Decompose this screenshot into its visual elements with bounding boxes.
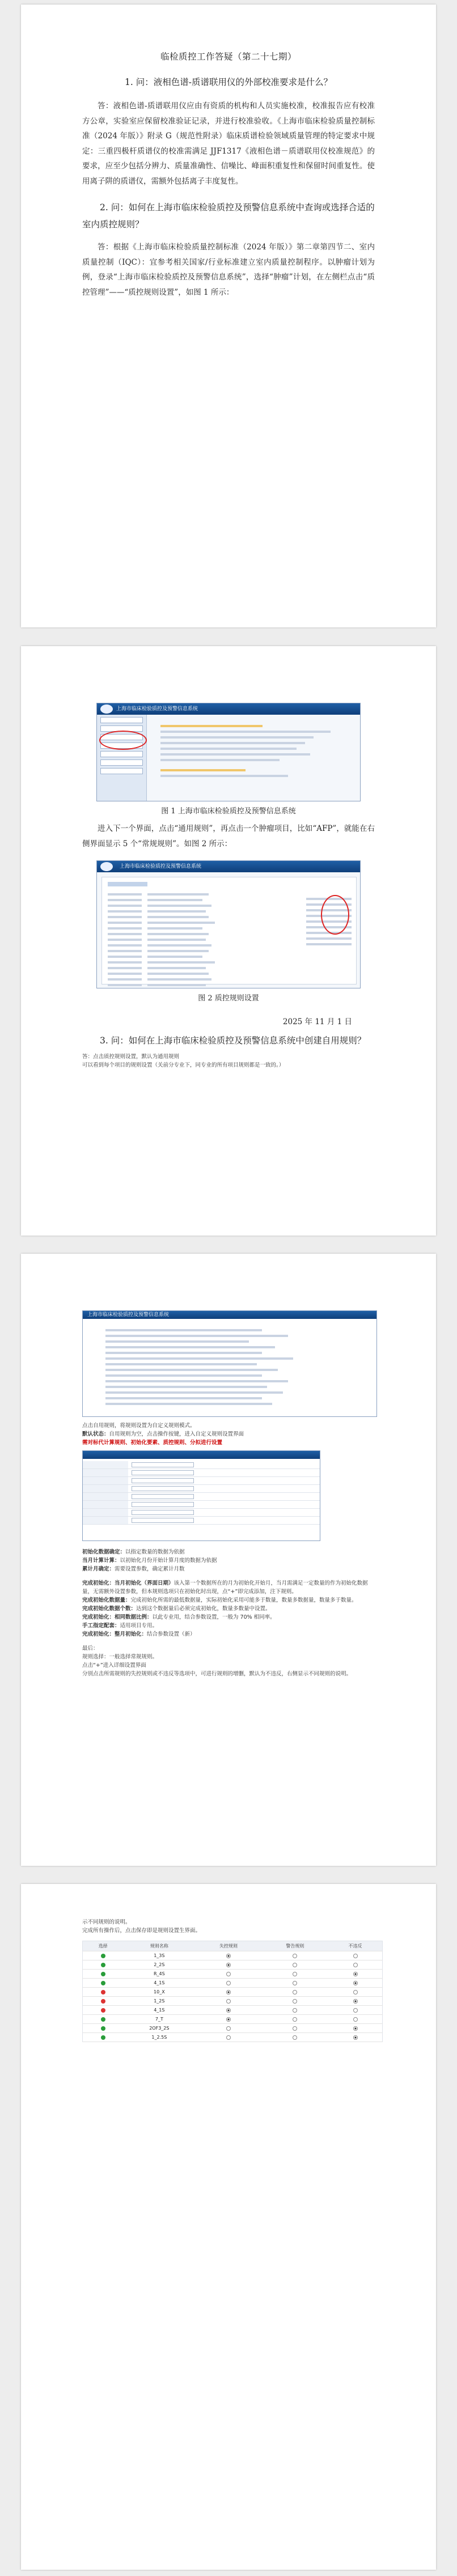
question-1: 1. 问：液相色谱-质谱联用仪的外部校准要求是什么？ [125,77,332,87]
col-select: 选择 [83,1941,124,1951]
none-radio[interactable] [328,1951,382,1960]
closing-2: 规则选择：一般选择常规规则。 [82,1654,158,1660]
date: 2025 年 11 月 1 日 [282,1017,352,1026]
table-row [83,1970,383,1979]
rule-toggle-icon[interactable] [83,2033,124,2042]
setting-whole-month: 完成初始化：整月初始化：结合参数设置（新） [82,1631,196,1637]
rule-name: 4_1S [123,2006,195,2015]
app-banner-3: 上海市临床检验质控及预警信息系统 [83,1311,376,1319]
none-radio[interactable] [328,1997,382,2006]
rule-selection-table [82,1941,383,2042]
sidebar-button[interactable] [100,768,143,774]
none-radio[interactable] [328,1979,382,1988]
highlight-circle [321,895,349,935]
rule-toggle-icon[interactable] [83,1951,124,1960]
reject-radio[interactable] [195,1970,261,1979]
app-banner-2: 上海市临床检验质控及预警信息系统 [97,861,360,872]
warning-radio[interactable] [262,1951,328,1960]
table-row [83,2006,383,2015]
document-page-3 [21,1254,436,1866]
none-radio[interactable] [328,1988,382,1997]
rule-name: 10_X [123,1988,195,1997]
step-default-state: 默认状态：自用规则为空，点击操作按键，进入自定义规则设置界面 [82,1431,244,1437]
custom-rule-form-screenshot [82,1450,320,1541]
warning-radio[interactable] [262,1997,328,2006]
figure-2-caption: 图 2 质控规则设置 [198,994,259,1003]
reject-radio[interactable] [195,1960,261,1970]
none-radio[interactable] [328,2006,382,2015]
document-page-1 [21,5,436,627]
warning-radio[interactable] [262,1979,328,1988]
rule-name: 7_T [123,2015,195,2024]
table-row [83,1979,383,1988]
answer-3-line-1: 答：点击质控规则设置，默认为通用规则 [82,1054,180,1060]
warning-radio[interactable] [262,2033,328,2042]
table-row [83,1997,383,2006]
reject-radio[interactable] [195,1979,261,1988]
step-custom-rule: 点击自用规则，将规则设置为自定义规则模式。 [82,1423,196,1429]
reject-radio[interactable] [195,2015,261,2024]
paragraph-rules-nav: 进入下一个界面，点击“通用规则”，再点击一个肿瘤项目，比如“AFP”，就能在右侧界面显示 5 个“常规规则”。如图 2 所示： [82,824,375,848]
answer-1: 答：液相色谱-质谱联用仪应由有资质的机构和人员实施校准，校准报告应有校准方公章，实验室应保留校准验证记录，并进行校准验收。《上海市临床检验质量控制标准（2024 年版）》附录 G（规范性附录）临床质谱检验领域质量管理的特定要求中规定：三重四极杆质谱仪的校准需满足 JJF1317《液相色谱－质谱联用仪校准规范》的要求，应至少包括分辨力、质量准确性、信噪比、峰面积重复性和保留时间重复性。使用离子阱的质谱仪，需额外包括离子丰度复性。 [82,101,375,186]
none-radio[interactable] [328,1970,382,1979]
closing-1: 最后： [82,1645,99,1652]
document-title: 临检质控工作答疑（第二十七期） [160,52,297,62]
col-rule-name: 规则名称 [123,1941,195,1951]
none-radio[interactable] [328,2033,382,2042]
rule-toggle-icon[interactable] [83,1988,124,1997]
sidebar-button[interactable] [100,751,143,757]
warning-radio[interactable] [262,1970,328,1979]
rule-name: 4_1S [123,1979,195,1988]
table-row [83,2024,383,2033]
rule-toggle-icon[interactable] [83,2006,124,2015]
step-settings-needed: 需对标代计算规则、初始化要素、质控规则、分拟进行设置 [82,1440,223,1446]
col-warning: 警告规则 [262,1941,328,1951]
reject-radio[interactable] [195,2006,261,2015]
app-banner: 上海市临床检验质控及预警信息系统 [97,703,360,715]
table-row [83,1988,383,1997]
rule-toggle-icon[interactable] [83,2024,124,2033]
rule-toggle-icon[interactable] [83,1979,124,1988]
table-row [83,2015,383,2024]
rule-name: 1_3S [123,1951,195,1960]
rules-panel [101,877,357,984]
col-reject: 失控规则 [195,1941,261,1951]
rule-toggle-icon[interactable] [83,1960,124,1970]
setting-cumulative-month: 累计月确定：需要设置参数，确定累计月数 [82,1566,185,1572]
reject-radio[interactable] [195,2033,261,2042]
rule-toggle-icon[interactable] [83,2015,124,2024]
warning-radio[interactable] [262,1988,328,1997]
figure-1-caption: 图 1 上海市临床检验质控及预警信息系统 [161,807,296,816]
notice-list [160,722,331,780]
rules-table-screenshot [82,1310,377,1417]
rule-toggle-icon[interactable] [83,1970,124,1979]
sidebar-button[interactable] [100,759,143,766]
sidebar-button[interactable] [100,717,143,723]
reject-radio[interactable] [195,2024,261,2033]
setting-init-month: 完成初始化：当月初始化（界面日期）该入第一个数据所在的月为初始化开始月，当月需满足一定数量的作为初始化数据量，无需额外设置参数，但本规则选项只在初始化时出现，点“+”即完成添加，注下规则。 [82,1580,368,1595]
question-3: 3. 问：如何在上海市临床检验质控及预警信息系统中创建自用规则？ [100,1036,366,1046]
col-none: 不违反 [328,1941,382,1951]
reject-radio[interactable] [195,1988,261,1997]
sidebar [97,715,147,801]
rule-toggle-icon[interactable] [83,1997,124,2006]
closing-3: 点击“+”进入详细设置界面 [82,1662,146,1669]
figure-2-screenshot [96,860,361,988]
none-radio[interactable] [328,2015,382,2024]
answer-2: 答：根据《上海市临床检验质量控制标准（2024 年版）》第二章第四节二、室内质量控制（IQC）：宜参考相关国家/行业标准建立室内质量控制程序。以肿瘤计划为例，登录“上海市临床检验质控及预警信息系统”，选择“肿瘤”计划，在左侧栏点击“质控管理”——“质控规则设置”，如图 1 所示： [82,243,375,297]
table-row [83,1951,383,1960]
setting-same-ratio: 完成初始化：相同数据比例：以此专业用，结合参数设置，一般为 70% 相同率。 [82,1614,276,1620]
none-radio[interactable] [328,2024,382,2033]
highlight-circle [99,731,147,750]
save-instruction: 完成所有操作后，点击保存即是规则设置生界面。 [82,1928,201,1934]
warning-radio[interactable] [262,2006,328,2015]
setting-month-calc: 当月计算计算：以初始化月份开始计算月度的数据为依据 [82,1558,217,1564]
rule-name: 2OF3_2S [123,2024,195,2033]
warning-radio[interactable] [262,1960,328,1970]
document-page-4 [21,1884,436,2570]
figure-1-screenshot [96,703,361,801]
reject-radio[interactable] [195,1951,261,1960]
rule-name: 1_2S [123,1997,195,2006]
setting-init-data-amount: 完成初始化数据量：完成初始化所需的最低数据量，实际初始化采用可能多于数量，数量多数据量，数量多于数量。 [82,1597,357,1603]
app-logo-icon [100,862,113,871]
rule-name: 1_2.5S [123,2033,195,2042]
rule-name: 2_2S [123,1960,195,1970]
app-logo-icon [100,705,113,714]
setting-init-data-count: 完成初始化数据个数：达到这个数据量后必须完成初始化，数量多数量中设置。 [82,1606,271,1612]
warning-radio[interactable] [262,2024,328,2033]
setting-initial-data: 初始化数据确定：以指定数量的数据为依据 [82,1549,185,1555]
setting-manual: 手工指定配套：适用项目专用。 [82,1623,158,1629]
table-row [83,1960,383,1970]
warning-radio[interactable] [262,2015,328,2024]
rules-description: 示不同规则的说明。 [82,1919,131,1925]
rule-name: R_4S [123,1970,195,1979]
closing-4: 分别点击所需规则的失控规则或不违反等选项中，可进行规则的增删，默认为不违反，右侧显示不同规则的说明。 [82,1671,352,1677]
question-2: 2. 问：如何在上海市临床检验质控及预警信息系统中查询或选择合适的室内质控规则？ [82,202,375,230]
answer-3-line-2: 可以看到每个项目的规则设置（关前分专业下，同专业的所有项目规则都是一致的。） [82,1062,285,1068]
document-page-2 [21,646,436,1236]
none-radio[interactable] [328,1960,382,1970]
table-row [83,2033,383,2042]
reject-radio[interactable] [195,1997,261,2006]
